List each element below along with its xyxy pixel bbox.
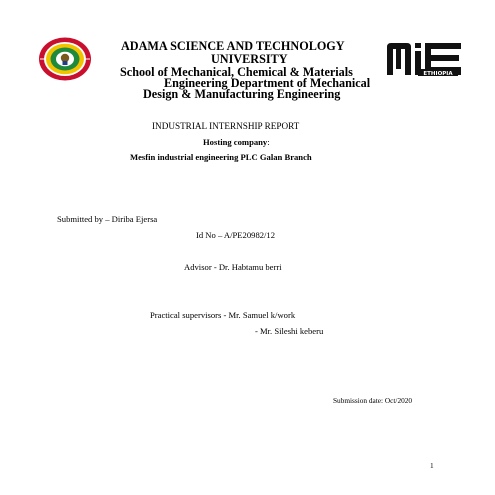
hosting-company-label bbox=[203, 137, 270, 147]
logo-caption: ETHIOPIA bbox=[423, 71, 453, 77]
submission-date: Submission date: Oct/2020 bbox=[333, 396, 413, 405]
id-number: Id No – A/PE20982/12 bbox=[196, 230, 276, 240]
school-name: School of Mechanical, Chemical & Materials bbox=[120, 65, 353, 79]
practical-supervisor-1: Practical supervisors - Mr. Samuel k/work bbox=[150, 310, 296, 320]
university-seal-icon bbox=[38, 36, 92, 82]
mie-ethiopia-logo bbox=[385, 41, 463, 77]
report-title: INDUSTRIAL INTERNSHIP REPORT bbox=[152, 121, 300, 131]
advisor: Advisor - Dr. Habtamu berri bbox=[184, 262, 282, 272]
submitted-by: Submitted by – Diriba Ejersa bbox=[57, 214, 158, 224]
company-name: Mesfin industrial engineering PLC Galan Branch bbox=[130, 152, 312, 162]
institution-name-line1: ADAMA SCIENCE AND TECHNOLOGY bbox=[121, 39, 345, 53]
hosting-label-text: Hosting company bbox=[203, 137, 268, 147]
department-line2: Design & Manufacturing Engineering bbox=[143, 87, 341, 101]
hosting-label-colon: : bbox=[267, 137, 270, 147]
department-line1: Engineering Department of Mechanical bbox=[164, 76, 371, 90]
institution-name-line2: UNIVERSITY bbox=[211, 52, 288, 66]
page-number: 1 bbox=[430, 461, 434, 470]
practical-supervisor-2: - Mr. Sileshi keberu bbox=[255, 326, 324, 336]
